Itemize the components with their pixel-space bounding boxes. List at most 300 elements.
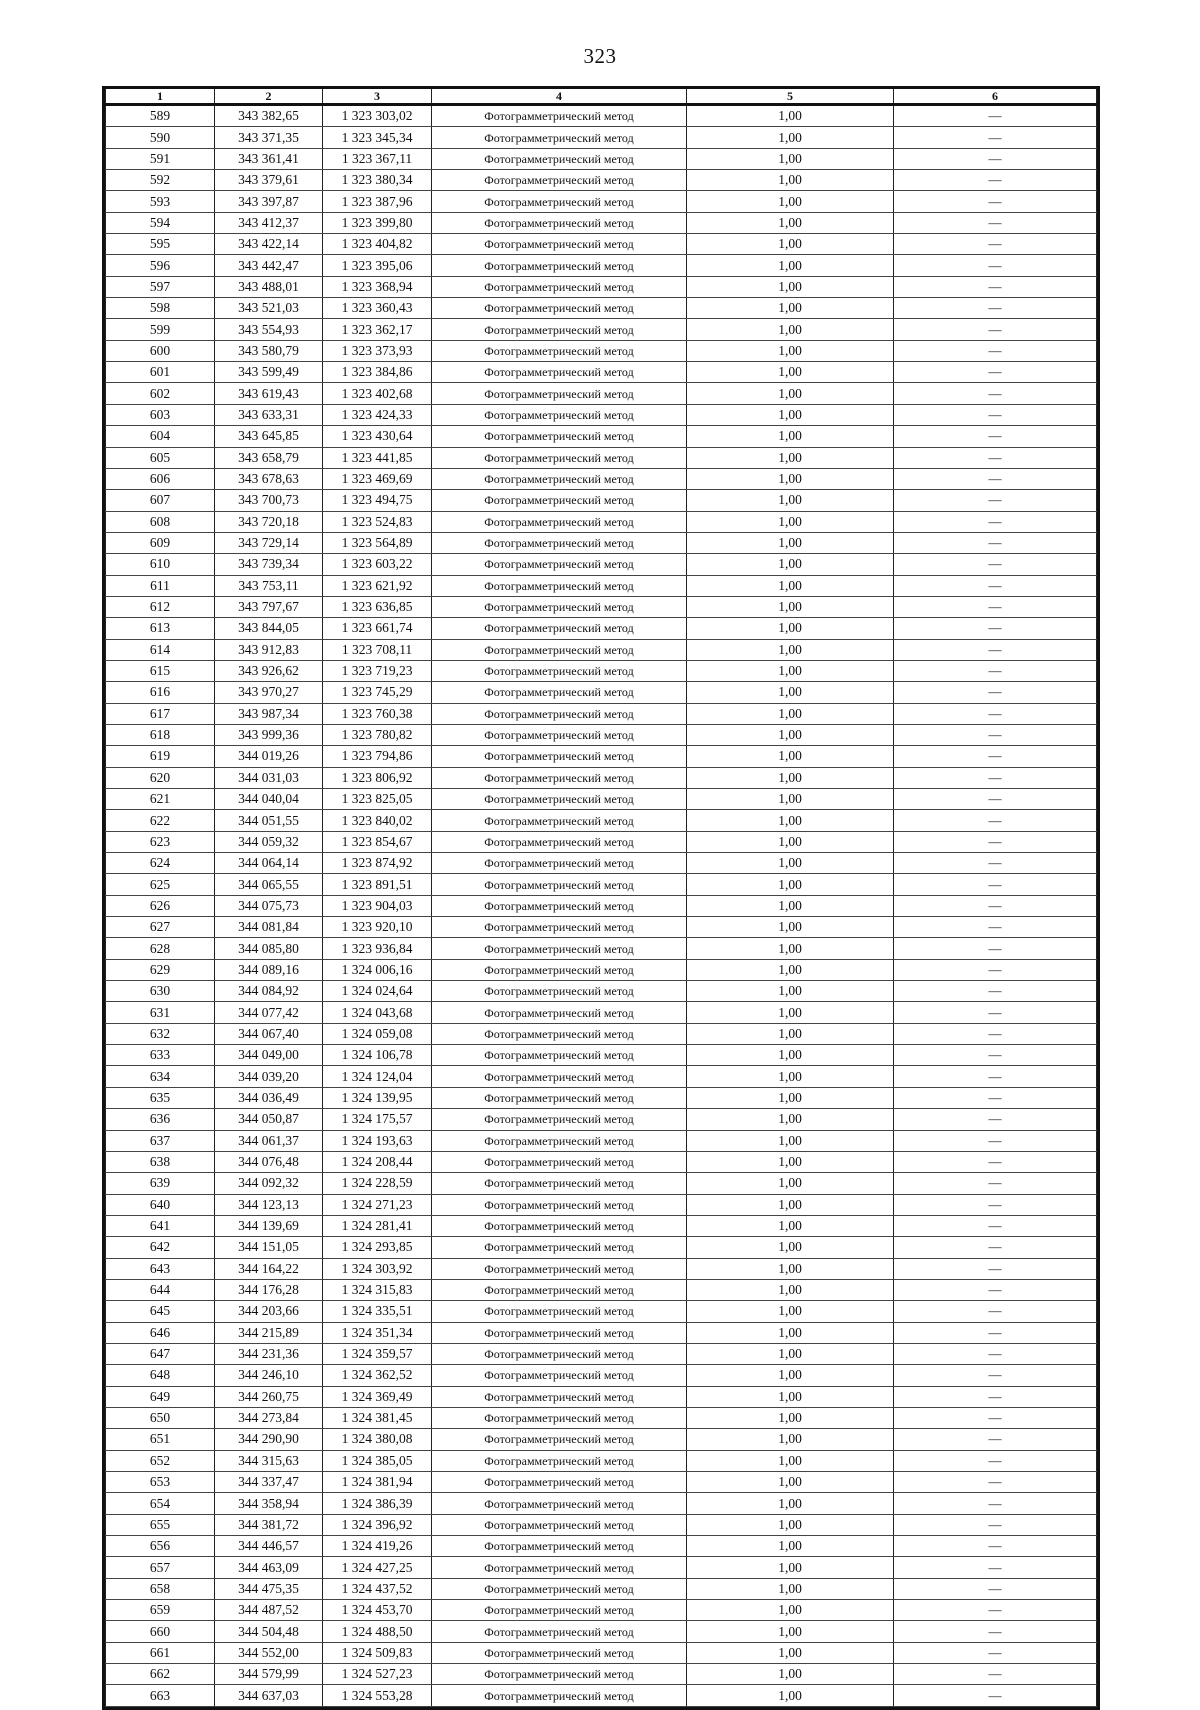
y-coordinate-cell: 1 323 368,94 [323, 276, 432, 297]
y-coordinate-cell: 1 324 488,50 [323, 1621, 432, 1642]
table-row [106, 426, 1097, 447]
table-row [106, 639, 1097, 660]
accuracy-cell: 1,00 [687, 1002, 894, 1023]
accuracy-cell: 1,00 [687, 1258, 894, 1279]
y-coordinate-cell: 1 323 404,82 [323, 234, 432, 255]
description-cell: — [894, 575, 1097, 596]
method-cell: Фотограмметрический метод [432, 938, 687, 959]
accuracy-cell: 1,00 [687, 554, 894, 575]
point-number-cell: 595 [106, 234, 215, 255]
table-row [106, 447, 1097, 468]
x-coordinate-cell: 344 231,36 [215, 1343, 323, 1364]
table-row [106, 170, 1097, 191]
table-row [106, 1514, 1097, 1535]
x-coordinate-cell: 343 700,73 [215, 490, 323, 511]
x-coordinate-cell: 343 970,27 [215, 682, 323, 703]
point-number-cell: 655 [106, 1514, 215, 1535]
accuracy-cell: 1,00 [687, 1279, 894, 1300]
point-number-cell: 612 [106, 596, 215, 617]
method-cell: Фотограмметрический метод [432, 831, 687, 852]
description-cell: — [894, 1472, 1097, 1493]
point-number-cell: 639 [106, 1173, 215, 1194]
point-number-cell: 636 [106, 1109, 215, 1130]
table-row [106, 853, 1097, 874]
x-coordinate-cell: 344 151,05 [215, 1237, 323, 1258]
y-coordinate-cell: 1 323 874,92 [323, 853, 432, 874]
accuracy-cell: 1,00 [687, 1365, 894, 1386]
y-coordinate-cell: 1 324 315,83 [323, 1279, 432, 1300]
y-coordinate-cell: 1 323 854,67 [323, 831, 432, 852]
point-number-cell: 638 [106, 1151, 215, 1172]
x-coordinate-cell: 343 753,11 [215, 575, 323, 596]
x-coordinate-cell: 343 422,14 [215, 234, 323, 255]
method-cell: Фотограмметрический метод [432, 1301, 687, 1322]
method-cell: Фотограмметрический метод [432, 319, 687, 340]
accuracy-cell: 1,00 [687, 1151, 894, 1172]
point-number-cell: 609 [106, 532, 215, 553]
y-coordinate-cell: 1 323 745,29 [323, 682, 432, 703]
y-coordinate-cell: 1 324 527,23 [323, 1664, 432, 1685]
accuracy-cell: 1,00 [687, 1472, 894, 1493]
accuracy-cell: 1,00 [687, 1685, 894, 1706]
accuracy-cell: 1,00 [687, 575, 894, 596]
y-coordinate-cell: 1 323 794,86 [323, 746, 432, 767]
x-coordinate-cell: 344 085,80 [215, 938, 323, 959]
y-coordinate-cell: 1 323 494,75 [323, 490, 432, 511]
point-number-cell: 658 [106, 1578, 215, 1599]
y-coordinate-cell: 1 323 564,89 [323, 532, 432, 553]
x-coordinate-cell: 344 089,16 [215, 959, 323, 980]
method-cell: Фотограмметрический метод [432, 1450, 687, 1471]
x-coordinate-cell: 343 361,41 [215, 148, 323, 169]
description-cell: — [894, 724, 1097, 745]
accuracy-cell: 1,00 [687, 1194, 894, 1215]
description-cell: — [894, 618, 1097, 639]
y-coordinate-cell: 1 324 553,28 [323, 1685, 432, 1706]
table-row [106, 127, 1097, 148]
table-row [106, 917, 1097, 938]
point-number-cell: 593 [106, 191, 215, 212]
accuracy-cell: 1,00 [687, 874, 894, 895]
accuracy-cell: 1,00 [687, 1600, 894, 1621]
description-cell: — [894, 639, 1097, 660]
point-number-cell: 598 [106, 298, 215, 319]
point-number-cell: 644 [106, 1279, 215, 1300]
method-cell: Фотограмметрический метод [432, 383, 687, 404]
table-row [106, 1450, 1097, 1471]
description-cell: — [894, 468, 1097, 489]
y-coordinate-cell: 1 323 387,96 [323, 191, 432, 212]
accuracy-cell: 1,00 [687, 639, 894, 660]
table-row [106, 1621, 1097, 1642]
coordinates-table-frame [102, 86, 1100, 1710]
method-cell: Фотограмметрический метод [432, 511, 687, 532]
method-cell: Фотограмметрический метод [432, 660, 687, 681]
description-cell: — [894, 1173, 1097, 1194]
method-cell: Фотограмметрический метод [432, 682, 687, 703]
x-coordinate-cell: 343 619,43 [215, 383, 323, 404]
accuracy-cell: 1,00 [687, 1557, 894, 1578]
method-cell: Фотограмметрический метод [432, 1621, 687, 1642]
accuracy-cell: 1,00 [687, 148, 894, 169]
description-cell: — [894, 170, 1097, 191]
table-row [106, 596, 1097, 617]
point-number-cell: 601 [106, 362, 215, 383]
method-cell: Фотограмметрический метод [432, 767, 687, 788]
y-coordinate-cell: 1 323 661,74 [323, 618, 432, 639]
point-number-cell: 634 [106, 1066, 215, 1087]
x-coordinate-cell: 344 050,87 [215, 1109, 323, 1130]
method-cell: Фотограмметрический метод [432, 234, 687, 255]
y-coordinate-cell: 1 324 396,92 [323, 1514, 432, 1535]
table-row [106, 1023, 1097, 1044]
description-cell: — [894, 1557, 1097, 1578]
y-coordinate-cell: 1 323 399,80 [323, 212, 432, 233]
method-cell: Фотограмметрический метод [432, 447, 687, 468]
point-number-cell: 661 [106, 1642, 215, 1663]
description-cell: — [894, 1365, 1097, 1386]
table-row [106, 276, 1097, 297]
x-coordinate-cell: 344 487,52 [215, 1600, 323, 1621]
point-number-cell: 643 [106, 1258, 215, 1279]
x-coordinate-cell: 344 084,92 [215, 981, 323, 1002]
method-cell: Фотограмметрический метод [432, 532, 687, 553]
x-coordinate-cell: 343 379,61 [215, 170, 323, 191]
point-number-cell: 635 [106, 1087, 215, 1108]
description-cell: — [894, 191, 1097, 212]
description-cell: — [894, 1023, 1097, 1044]
method-cell: Фотограмметрический метод [432, 1472, 687, 1493]
table-row [106, 1066, 1097, 1087]
accuracy-cell: 1,00 [687, 895, 894, 916]
accuracy-cell: 1,00 [687, 127, 894, 148]
accuracy-cell: 1,00 [687, 447, 894, 468]
header-cell-4: 4 [432, 89, 687, 105]
x-coordinate-cell: 343 397,87 [215, 191, 323, 212]
method-cell: Фотограмметрический метод [432, 746, 687, 767]
table-row [106, 1002, 1097, 1023]
y-coordinate-cell: 1 324 124,04 [323, 1066, 432, 1087]
x-coordinate-cell: 344 552,00 [215, 1642, 323, 1663]
accuracy-cell: 1,00 [687, 490, 894, 511]
x-coordinate-cell: 344 064,14 [215, 853, 323, 874]
y-coordinate-cell: 1 324 419,26 [323, 1536, 432, 1557]
point-number-cell: 630 [106, 981, 215, 1002]
description-cell: — [894, 1407, 1097, 1428]
accuracy-cell: 1,00 [687, 853, 894, 874]
point-number-cell: 659 [106, 1600, 215, 1621]
point-number-cell: 656 [106, 1536, 215, 1557]
point-number-cell: 592 [106, 170, 215, 191]
x-coordinate-cell: 343 645,85 [215, 426, 323, 447]
point-number-cell: 626 [106, 895, 215, 916]
x-coordinate-cell: 344 040,04 [215, 789, 323, 810]
accuracy-cell: 1,00 [687, 767, 894, 788]
x-coordinate-cell: 344 381,72 [215, 1514, 323, 1535]
table-row [106, 1557, 1097, 1578]
description-cell: — [894, 746, 1097, 767]
description-cell: — [894, 1301, 1097, 1322]
table-row [106, 1343, 1097, 1364]
accuracy-cell: 1,00 [687, 511, 894, 532]
y-coordinate-cell: 1 324 281,41 [323, 1215, 432, 1236]
y-coordinate-cell: 1 323 719,23 [323, 660, 432, 681]
y-coordinate-cell: 1 324 024,64 [323, 981, 432, 1002]
table-row [106, 1429, 1097, 1450]
table-row [106, 767, 1097, 788]
y-coordinate-cell: 1 323 524,83 [323, 511, 432, 532]
method-cell: Фотограмметрический метод [432, 255, 687, 276]
x-coordinate-cell: 344 463,09 [215, 1557, 323, 1578]
x-coordinate-cell: 343 658,79 [215, 447, 323, 468]
description-cell: — [894, 1514, 1097, 1535]
description-cell: — [894, 319, 1097, 340]
y-coordinate-cell: 1 324 351,34 [323, 1322, 432, 1343]
y-coordinate-cell: 1 323 936,84 [323, 938, 432, 959]
table-row [106, 105, 1097, 127]
description-cell: — [894, 853, 1097, 874]
method-cell: Фотограмметрический метод [432, 575, 687, 596]
x-coordinate-cell: 344 637,03 [215, 1685, 323, 1706]
accuracy-cell: 1,00 [687, 234, 894, 255]
y-coordinate-cell: 1 324 437,52 [323, 1578, 432, 1599]
table-row [106, 981, 1097, 1002]
method-cell: Фотограмметрический метод [432, 853, 687, 874]
point-number-cell: 603 [106, 404, 215, 425]
accuracy-cell: 1,00 [687, 1343, 894, 1364]
x-coordinate-cell: 344 176,28 [215, 1279, 323, 1300]
method-cell: Фотограмметрический метод [432, 810, 687, 831]
table-row [106, 191, 1097, 212]
y-coordinate-cell: 1 324 228,59 [323, 1173, 432, 1194]
point-number-cell: 614 [106, 639, 215, 660]
table-row [106, 1237, 1097, 1258]
point-number-cell: 623 [106, 831, 215, 852]
accuracy-cell: 1,00 [687, 660, 894, 681]
x-coordinate-cell: 344 031,03 [215, 767, 323, 788]
header-cell-5: 5 [687, 89, 894, 105]
method-cell: Фотограмметрический метод [432, 148, 687, 169]
point-number-cell: 589 [106, 105, 215, 127]
x-coordinate-cell: 343 729,14 [215, 532, 323, 553]
point-number-cell: 633 [106, 1045, 215, 1066]
method-cell: Фотограмметрический метод [432, 1066, 687, 1087]
method-cell: Фотограмметрический метод [432, 1557, 687, 1578]
y-coordinate-cell: 1 323 920,10 [323, 917, 432, 938]
x-coordinate-cell: 343 926,62 [215, 660, 323, 681]
x-coordinate-cell: 344 446,57 [215, 1536, 323, 1557]
x-coordinate-cell: 344 077,42 [215, 1002, 323, 1023]
description-cell: — [894, 383, 1097, 404]
header-row [106, 89, 1097, 105]
description-cell: — [894, 490, 1097, 511]
accuracy-cell: 1,00 [687, 1087, 894, 1108]
method-cell: Фотограмметрический метод [432, 917, 687, 938]
y-coordinate-cell: 1 323 904,03 [323, 895, 432, 916]
point-number-cell: 637 [106, 1130, 215, 1151]
point-number-cell: 606 [106, 468, 215, 489]
x-coordinate-cell: 343 412,37 [215, 212, 323, 233]
table-row [106, 1365, 1097, 1386]
method-cell: Фотограмметрический метод [432, 1578, 687, 1599]
description-cell: — [894, 596, 1097, 617]
description-cell: — [894, 1600, 1097, 1621]
x-coordinate-cell: 344 579,99 [215, 1664, 323, 1685]
description-cell: — [894, 1279, 1097, 1300]
table-row [106, 255, 1097, 276]
description-cell: — [894, 554, 1097, 575]
table-row [106, 789, 1097, 810]
point-number-cell: 631 [106, 1002, 215, 1023]
y-coordinate-cell: 1 324 509,83 [323, 1642, 432, 1663]
method-cell: Фотограмметрический метод [432, 1429, 687, 1450]
y-coordinate-cell: 1 324 362,52 [323, 1365, 432, 1386]
table-row [106, 1472, 1097, 1493]
point-number-cell: 597 [106, 276, 215, 297]
table-row [106, 490, 1097, 511]
x-coordinate-cell: 344 059,32 [215, 831, 323, 852]
description-cell: — [894, 1215, 1097, 1236]
accuracy-cell: 1,00 [687, 404, 894, 425]
x-coordinate-cell: 344 067,40 [215, 1023, 323, 1044]
coordinates-table [105, 89, 1097, 1707]
description-cell: — [894, 1130, 1097, 1151]
table-row [106, 212, 1097, 233]
table-row [106, 148, 1097, 169]
x-coordinate-cell: 343 371,35 [215, 127, 323, 148]
description-cell: — [894, 1194, 1097, 1215]
accuracy-cell: 1,00 [687, 298, 894, 319]
description-cell: — [894, 895, 1097, 916]
table-row [106, 660, 1097, 681]
y-coordinate-cell: 1 324 369,49 [323, 1386, 432, 1407]
method-cell: Фотограмметрический метод [432, 981, 687, 1002]
point-number-cell: 648 [106, 1365, 215, 1386]
x-coordinate-cell: 344 504,48 [215, 1621, 323, 1642]
x-coordinate-cell: 344 215,89 [215, 1322, 323, 1343]
description-cell: — [894, 1386, 1097, 1407]
description-cell: — [894, 874, 1097, 895]
y-coordinate-cell: 1 323 380,34 [323, 170, 432, 191]
x-coordinate-cell: 344 475,35 [215, 1578, 323, 1599]
table-row [106, 404, 1097, 425]
y-coordinate-cell: 1 323 840,02 [323, 810, 432, 831]
accuracy-cell: 1,00 [687, 682, 894, 703]
point-number-cell: 652 [106, 1450, 215, 1471]
accuracy-cell: 1,00 [687, 1429, 894, 1450]
y-coordinate-cell: 1 323 362,17 [323, 319, 432, 340]
point-number-cell: 607 [106, 490, 215, 511]
y-coordinate-cell: 1 324 386,39 [323, 1493, 432, 1514]
description-cell: — [894, 1621, 1097, 1642]
point-number-cell: 617 [106, 703, 215, 724]
point-number-cell: 640 [106, 1194, 215, 1215]
description-cell: — [894, 1258, 1097, 1279]
x-coordinate-cell: 344 019,26 [215, 746, 323, 767]
x-coordinate-cell: 343 382,65 [215, 105, 323, 127]
x-coordinate-cell: 344 260,75 [215, 1386, 323, 1407]
accuracy-cell: 1,00 [687, 191, 894, 212]
y-coordinate-cell: 1 323 780,82 [323, 724, 432, 745]
point-number-cell: 616 [106, 682, 215, 703]
method-cell: Фотограмметрический метод [432, 340, 687, 361]
description-cell: — [894, 1237, 1097, 1258]
y-coordinate-cell: 1 323 760,38 [323, 703, 432, 724]
accuracy-cell: 1,00 [687, 1023, 894, 1044]
table-row [106, 874, 1097, 895]
accuracy-cell: 1,00 [687, 1215, 894, 1236]
y-coordinate-cell: 1 324 381,94 [323, 1472, 432, 1493]
description-cell: — [894, 917, 1097, 938]
accuracy-cell: 1,00 [687, 255, 894, 276]
method-cell: Фотограмметрический метод [432, 212, 687, 233]
accuracy-cell: 1,00 [687, 276, 894, 297]
y-coordinate-cell: 1 324 359,57 [323, 1343, 432, 1364]
accuracy-cell: 1,00 [687, 170, 894, 191]
point-number-cell: 632 [106, 1023, 215, 1044]
accuracy-cell: 1,00 [687, 319, 894, 340]
point-number-cell: 649 [106, 1386, 215, 1407]
point-number-cell: 624 [106, 853, 215, 874]
method-cell: Фотограмметрический метод [432, 895, 687, 916]
description-cell: — [894, 105, 1097, 127]
description-cell: — [894, 767, 1097, 788]
accuracy-cell: 1,00 [687, 1066, 894, 1087]
method-cell: Фотограмметрический метод [432, 1237, 687, 1258]
method-cell: Фотограмметрический метод [432, 596, 687, 617]
point-number-cell: 647 [106, 1343, 215, 1364]
description-cell: — [894, 298, 1097, 319]
point-number-cell: 641 [106, 1215, 215, 1236]
x-coordinate-cell: 343 987,34 [215, 703, 323, 724]
accuracy-cell: 1,00 [687, 468, 894, 489]
method-cell: Фотограмметрический метод [432, 1194, 687, 1215]
table-row [106, 340, 1097, 361]
description-cell: — [894, 212, 1097, 233]
table-row [106, 1173, 1097, 1194]
method-cell: Фотограмметрический метод [432, 874, 687, 895]
method-cell: Фотограмметрический метод [432, 1365, 687, 1386]
description-cell: — [894, 276, 1097, 297]
y-coordinate-cell: 1 324 106,78 [323, 1045, 432, 1066]
description-cell: — [894, 127, 1097, 148]
point-number-cell: 610 [106, 554, 215, 575]
point-number-cell: 613 [106, 618, 215, 639]
method-cell: Фотограмметрический метод [432, 1023, 687, 1044]
accuracy-cell: 1,00 [687, 1642, 894, 1663]
x-coordinate-cell: 343 678,63 [215, 468, 323, 489]
accuracy-cell: 1,00 [687, 1450, 894, 1471]
method-cell: Фотограмметрический метод [432, 127, 687, 148]
method-cell: Фотограмметрический метод [432, 554, 687, 575]
description-cell: — [894, 426, 1097, 447]
table-row [106, 1301, 1097, 1322]
x-coordinate-cell: 344 065,55 [215, 874, 323, 895]
accuracy-cell: 1,00 [687, 596, 894, 617]
accuracy-cell: 1,00 [687, 1386, 894, 1407]
x-coordinate-cell: 344 337,47 [215, 1472, 323, 1493]
y-coordinate-cell: 1 323 395,06 [323, 255, 432, 276]
x-coordinate-cell: 344 061,37 [215, 1130, 323, 1151]
description-cell: — [894, 1664, 1097, 1685]
method-cell: Фотограмметрический метод [432, 1045, 687, 1066]
table-row [106, 1386, 1097, 1407]
point-number-cell: 619 [106, 746, 215, 767]
table-row [106, 1130, 1097, 1151]
x-coordinate-cell: 344 203,66 [215, 1301, 323, 1322]
method-cell: Фотограмметрический метод [432, 404, 687, 425]
point-number-cell: 653 [106, 1472, 215, 1493]
